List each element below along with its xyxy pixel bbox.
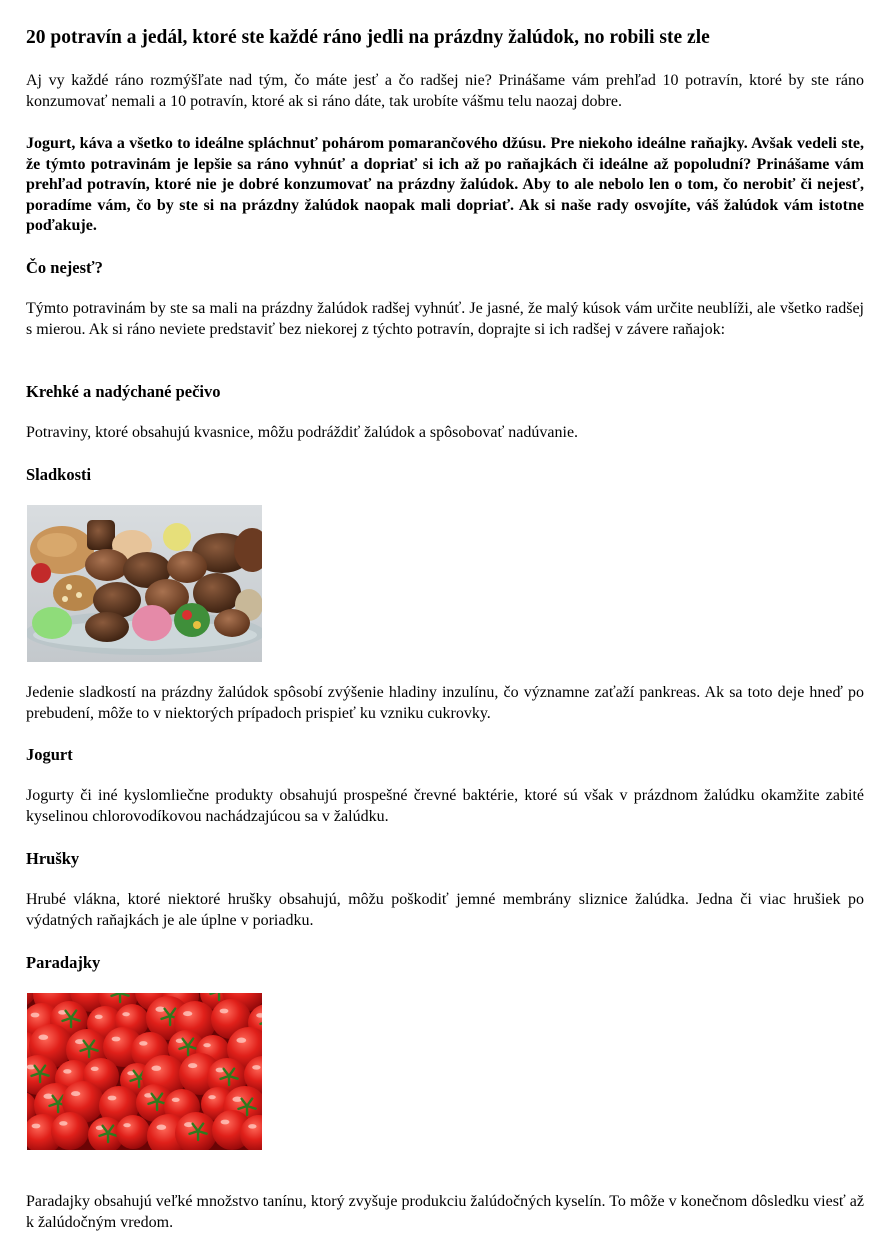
- item-text-yogurt: Jogurty či iné kyslomliečne produkty obsahujú prospešné črevné baktérie, ktoré sú však v prázdnom žalúdku okamžite zabité kyselinou chlorovodíkovou nachádzajúcou sa v žalúdku.: [26, 787, 864, 825]
- tomato-highlight: [236, 1038, 246, 1043]
- item-heading-yogurt: Jogurt: [26, 745, 73, 764]
- tomato-highlight: [172, 1098, 180, 1102]
- tomato-highlight: [248, 1124, 256, 1129]
- item-text-sweets: Jedenie sladkostí na prázdny žalúdok spôsobí zvýšenie hladiny inzulínu, čo významne zaťaží pankreas. Ak sa toto deje hneď po prebudení, môže to v niektorých prípadoch prispieť ku vzniku cukrovky.: [26, 684, 864, 722]
- item-heading-pastry: Krehké a nadýchané pečivo: [26, 382, 221, 401]
- tomato-highlight: [156, 1125, 166, 1130]
- tomato-highlight: [112, 1037, 121, 1042]
- item-heading-pears: Hrušky: [26, 849, 80, 868]
- tomato-highlight: [108, 1096, 117, 1101]
- tomato-highlight: [32, 1124, 41, 1129]
- tomato-highlight: [183, 1011, 192, 1016]
- tomato: [116, 1115, 150, 1149]
- chocolates-photo: [27, 505, 262, 662]
- tomato-highlight: [95, 1015, 103, 1019]
- tomatoes-illustration: [27, 993, 262, 1150]
- intro-paragraph: Aj vy každé ráno rozmýšľate nad tým, čo máte jesť a čo radšej nie? Prinášame vám prehľad 10 potravín, ktoré by ste ráno konzumovať nemali a 10 potravín, ktoré ak si ráno dáte, tak urobíte vášmu telu naozaj dobre.: [26, 72, 864, 110]
- tomato-highlight: [91, 1067, 99, 1071]
- item-heading-tomatoes: Paradajky: [26, 953, 101, 972]
- tomato-highlight: [63, 1069, 71, 1074]
- tomato-highlight: [151, 1066, 161, 1071]
- tomato-highlight: [208, 1095, 215, 1099]
- tomatoes-photo: [27, 993, 262, 1150]
- tomato-highlight: [59, 1121, 67, 1126]
- tomato-highlight: [122, 1012, 129, 1016]
- tomato: [51, 1112, 89, 1150]
- item-heading-sweets: Sladkosti: [26, 465, 92, 484]
- item-text-pears: Hrubé vlákna, ktoré niektoré hrušky obsahujú, môžu poškodiť jemné membrány sliznice žalúdka. Jedna či viac hrušiek po výdatných raňajkách je ale úplne v poriadku.: [26, 891, 864, 929]
- section-paragraph: Týmto potravinám by ste sa mali na prázdny žalúdok radšej vyhnúť. Je jasné, že malý kúsok vám určite neublíži, ale všetko radšej s mierou. Ak si ráno neviete predstaviť bez niekorej z týchto potravín, doprajte si ich radšej v závere raňajok:: [26, 300, 864, 338]
- tomato-highlight: [203, 1043, 210, 1047]
- item-text-tomatoes: Paradajky obsahujú veľké množstvo tanínu, ktorý zvyšuje produkciu žalúdočných kyselín. To môže v konečnom dôsledku viesť až k žalúdočným vredom.: [26, 1193, 864, 1231]
- item-text-pastry: Potraviny, ktoré obsahujú kvasnice, môžu podráždiť žalúdok a spôsobovať nadúvanie.: [26, 424, 579, 441]
- tomato-highlight: [139, 1041, 147, 1046]
- article-title: 20 potravín a jedál, ktoré ste každé ráno jedli na prázdny žalúdok, no robili ste zle: [26, 27, 710, 48]
- lead-paragraph: Jogurt, káva a všetko to ideálne spláchnuť pohárom pomarančového džúsu. Pre niekoho ideálne raňajky. Avšak vedeli ste, že týmto potravinám je lepšie sa ráno vyhnúť a dopriať si ich až po raňajkách či ideálne až popoludní? Prinášame vám prehľad potravín, ktoré nie je dobré konzumovať na prázdny žalúdok. Aby to ale nebolo len o tom, čo nerobiť či nejesť, poradíme vám, čo by ste si na prázdny žalúdok naopak mali dopriať. Ak si naše rady osvojíte, váš žalúdok vám istotne poďakuje.: [26, 135, 864, 234]
- tomato-highlight: [220, 1009, 229, 1014]
- tomato-highlight: [221, 1120, 230, 1125]
- tomato-highlight: [71, 1091, 80, 1096]
- tomato-highlight: [188, 1063, 197, 1068]
- tomato-highlight: [31, 1013, 40, 1018]
- tomato-highlight: [38, 1035, 48, 1040]
- section-heading: Čo nejesť?: [26, 258, 103, 277]
- chocolates-illustration: [27, 505, 262, 662]
- tomato-highlight: [123, 1123, 130, 1127]
- tomato-highlight: [252, 1065, 260, 1070]
